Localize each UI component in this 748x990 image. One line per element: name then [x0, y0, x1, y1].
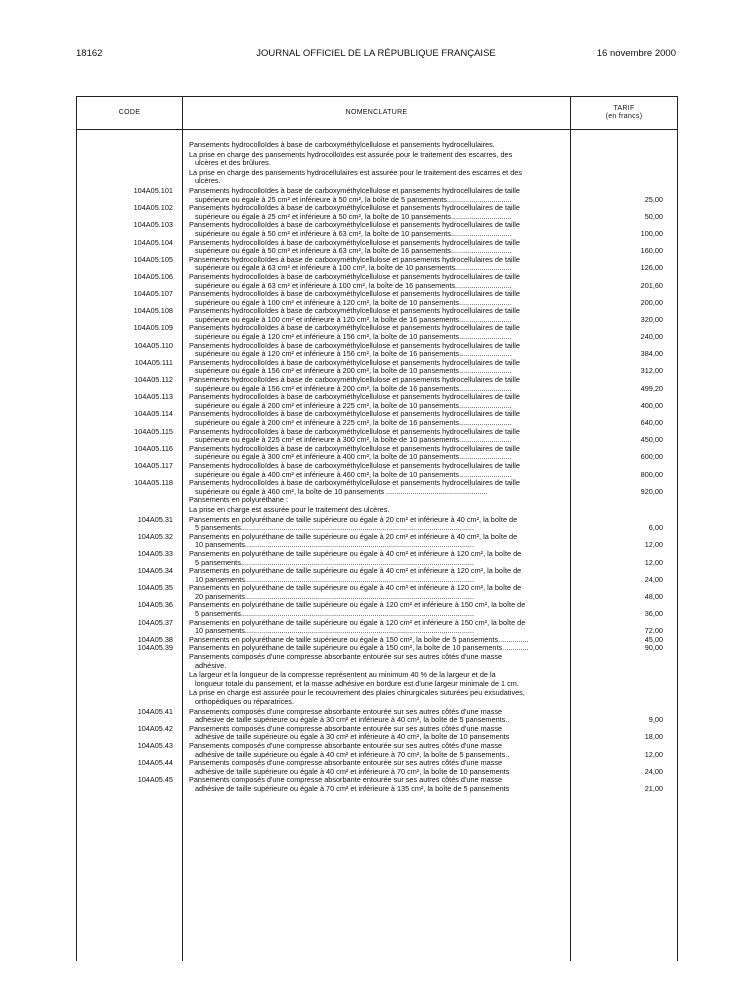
column-header-tarif — [571, 97, 677, 130]
table-row — [77, 273, 677, 290]
row-tarif: 12,00 — [644, 557, 663, 567]
tariff-table — [76, 96, 678, 961]
description-line-continued: 10 pansements................................................................................................................. — [195, 540, 474, 550]
row-tarif: 24,00 — [644, 766, 663, 776]
row-description — [189, 239, 561, 256]
row-tarif: 72,00 — [644, 626, 663, 636]
table-row — [77, 567, 677, 584]
row-code: 104A05.115 — [134, 426, 173, 436]
row-description — [189, 221, 561, 238]
description-line: Pansements en polyuréthane de taille supérieure ou égale à 40 cm² et inférieure à 120 cm², la boîte de — [189, 566, 522, 576]
row-description — [189, 376, 561, 393]
row-description — [189, 550, 561, 567]
table-row — [77, 550, 677, 567]
table-row — [77, 342, 677, 359]
row-tarif: 800,00 — [640, 469, 663, 479]
row-tarif: 240,00 — [640, 332, 663, 342]
description-line: Pansements en polyuréthane de taille supérieure ou égale à 40 cm² et inférieure à 120 cm², la boîte de — [189, 548, 522, 558]
row-description — [189, 410, 561, 427]
description-line: Pansements en polyuréthane de taille supérieure ou égale à 120 cm² et inférieure à 150 cm², la boîte de — [189, 600, 526, 610]
table-body — [77, 141, 677, 794]
row-code: 104A05.111 — [134, 357, 173, 367]
row-code: 104A05.105 — [133, 254, 173, 264]
table-row — [77, 359, 677, 376]
description-line-continued: supérieure ou égale à 100 cm² et inférieure à 120 cm², la boîte de 16 pansements.......................... — [195, 314, 512, 324]
row-code: 104A05.41 — [137, 706, 173, 716]
row-description — [189, 324, 561, 341]
note-text: Pansements composés d'une compresse absorbante entourée sur ses autres côtés d'une masse — [189, 652, 503, 662]
row-code: 104A05.109 — [133, 323, 173, 333]
table-row — [77, 221, 677, 238]
row-tarif: 200,00 — [640, 297, 663, 307]
table-row — [77, 584, 677, 601]
row-tarif: 201,60 — [640, 280, 663, 290]
row-description — [189, 619, 561, 636]
note-text: Pansements en polyuréthane : — [189, 495, 288, 505]
description-line: Pansements hydrocolloïdes à base de carboxyméthylcellulose et pansements hydrocellulaires de taille — [189, 271, 520, 281]
row-code: 104A05.110 — [134, 340, 173, 350]
description-line-continued: supérieure ou égale à 100 cm² et inférieure à 120 cm², la boîte de 10 pansements.......................... — [195, 297, 512, 307]
row-code: 104A05.102 — [133, 203, 173, 213]
row-code: 104A05.118 — [134, 478, 173, 488]
description-line-continued: adhésive de taille supérieure ou égale à 30 cm² et inférieure à 40 cm², la boîte de 5 pansements.. — [195, 715, 510, 725]
row-description — [189, 776, 561, 793]
row-description — [189, 359, 561, 376]
table-row — [77, 725, 677, 742]
description-line-continued: 5 pansements................................................................................................................... — [195, 557, 474, 567]
row-tarif: 450,00 — [640, 435, 663, 445]
row-tarif: 320,00 — [640, 314, 663, 324]
note-text: Pansements hydrocolloïdes à base de carboxyméthylcellulose et pansements hydrocellulaires. — [189, 140, 495, 149]
description-line-continued: adhésive de taille supérieure ou égale à 40 cm² et inférieure à 70 cm², la boîte de 10 pansements — [195, 766, 510, 776]
row-tarif: 499,20 — [640, 383, 663, 393]
table-row — [77, 256, 677, 273]
row-description — [189, 307, 561, 324]
row-tarif: 12,00 — [644, 749, 663, 759]
description-line-continued: supérieure ou égale à 25 cm² et inférieure à 50 cm², la boîte de 5 pansements................................ — [195, 194, 512, 204]
description-line: Pansements composés d'une compresse absorbante entourée sur ses autres côtés d'une masse — [189, 723, 503, 733]
row-code: 104A05.36 — [137, 600, 173, 610]
row-description — [189, 567, 561, 584]
row-tarif: 640,00 — [640, 418, 663, 427]
tarif-header-label: TARIF — [613, 105, 635, 112]
description-line: Pansements composés d'une compresse absorbante entourée sur ses autres côtés d'une masse — [189, 706, 503, 716]
description-line-continued: 5 pansements................................................................................................................... — [195, 609, 474, 619]
description-line: Pansements en polyuréthane de taille supérieure ou égale à 150 cm², la boîte de 10 pansements............. — [189, 643, 529, 653]
row-description — [189, 204, 561, 221]
row-tarif: 312,00 — [640, 366, 663, 376]
row-code: 104A05.112 — [134, 375, 173, 385]
table-row — [77, 187, 677, 204]
row-tarif: 18,00 — [644, 732, 663, 742]
description-line: Pansements hydrocolloïdes à base de carboxyméthylcellulose et pansements hydrocellulaires de taille — [189, 340, 520, 350]
note-text: La largeur et la longueur de la compresse représentent au minimum 40 % de la largeur et de la — [189, 670, 496, 680]
description-line: Pansements hydrocolloïdes à base de carboxyméthylcellulose et pansements hydrocellulaires de taille — [189, 323, 520, 333]
table-row — [77, 307, 677, 324]
description-line: Pansements hydrocolloïdes à base de carboxyméthylcellulose et pansements hydrocellulaires de taille — [189, 443, 520, 453]
description-line-continued: supérieure ou égale à 50 cm² et inférieure à 63 cm², la boîte de 16 pansements.............................. — [195, 246, 512, 256]
row-code: 104A05.39 — [137, 643, 173, 653]
description-line: Pansements composés d'une compresse absorbante entourée sur ses autres côtés d'une masse — [189, 775, 503, 785]
row-code: 104A05.44 — [137, 758, 173, 768]
description-line-continued: adhésive de taille supérieure ou égale à 70 cm² et inférieure à 135 cm², la boîte de 5 pansements — [195, 783, 510, 793]
row-code: 104A05.113 — [134, 392, 173, 402]
row-tarif: 600,00 — [640, 452, 663, 462]
description-line: Pansements hydrocolloïdes à base de carboxyméthylcellulose et pansements hydrocellulaires de taille — [189, 254, 520, 264]
table-row — [77, 239, 677, 256]
row-code: 104A05.106 — [133, 271, 173, 281]
description-line: Pansements en polyuréthane de taille supérieure ou égale à 150 cm², la boîte de 5 pansements............... — [189, 634, 529, 644]
row-description — [189, 462, 561, 479]
description-line: Pansements hydrocolloïdes à base de carboxyméthylcellulose et pansements hydrocellulaires de taille — [189, 306, 520, 316]
row-tarif: 9,00 — [648, 715, 663, 725]
row-description — [189, 290, 561, 307]
description-line-continued: 20 pansements................................................................................................................. — [195, 591, 474, 601]
description-line: Pansements hydrocolloïdes à base de carboxyméthylcellulose et pansements hydrocellulaires de taille — [189, 478, 520, 488]
table-row — [77, 776, 677, 793]
description-line-continued: supérieure ou égale à 200 cm² et inférieure à 225 cm², la boîte de 10 pansements.......................... — [195, 400, 512, 410]
row-description — [189, 393, 561, 410]
table-row — [77, 516, 677, 533]
row-tarif: 920,00 — [640, 486, 663, 496]
row-code: 104A05.37 — [137, 617, 173, 627]
section-note — [189, 671, 561, 689]
description-line-continued: supérieure ou égale à 156 cm² et inférieure à 200 cm², la boîte de 16 pansements.......................... — [195, 383, 512, 393]
description-line-continued: 10 pansements................................................................................................................. — [195, 626, 474, 636]
row-description — [189, 601, 561, 618]
description-line: Pansements hydrocolloïdes à base de carboxyméthylcellulose et pansements hydrocellulaires de taille — [189, 460, 520, 470]
publication-date: 16 novembre 2000 — [596, 48, 676, 59]
table-row — [77, 376, 677, 393]
row-code: 104A05.43 — [137, 740, 173, 750]
page-header — [76, 48, 676, 62]
row-tarif: 24,00 — [644, 574, 663, 584]
description-line: Pansements en polyuréthane de taille supérieure ou égale à 40 cm² et inférieure à 120 cm², la boîte de — [189, 583, 522, 593]
row-tarif: 50,00 — [644, 211, 663, 221]
description-line-continued: supérieure ou égale à 120 cm² et inférieure à 156 cm², la boîte de 10 pansements.......................... — [195, 332, 512, 342]
table-row — [77, 428, 677, 445]
row-description — [189, 533, 561, 550]
row-description — [189, 445, 561, 462]
note-text-continued: adhésive. — [195, 660, 227, 670]
row-tarif: 90,00 — [644, 643, 663, 653]
column-header-nomenclature: NOMENCLATURE — [183, 97, 570, 130]
description-line-continued: supérieure ou égale à 50 cm² et inférieure à 63 cm², la boîte de 10 pansements.............................. — [195, 228, 512, 238]
table-row — [77, 644, 677, 653]
row-code: 104A05.32 — [137, 531, 173, 541]
description-line: Pansements hydrocolloïdes à base de carboxyméthylcellulose et pansements hydrocellulaires de taille — [189, 185, 520, 195]
row-code: 104A05.108 — [133, 306, 173, 316]
table-row — [77, 759, 677, 776]
table-row — [77, 601, 677, 618]
table-row — [77, 533, 677, 550]
table-row — [77, 479, 677, 496]
description-line-continued: adhésive de taille supérieure ou égale à 40 cm² et inférieure à 70 cm², la boîte de 5 pansements.. — [195, 749, 510, 759]
description-line-continued: supérieure ou égale à 460 cm², la boîte de 10 pansements .................................................. — [195, 486, 488, 496]
tarif-header-unit: (en francs) — [605, 113, 643, 120]
description-line-continued: 10 pansements................................................................................................................. — [195, 574, 474, 584]
row-code: 104A05.101 — [133, 185, 173, 195]
description-line: Pansements en polyuréthane de taille supérieure ou égale à 120 cm² et inférieure à 150 cm², la boîte de — [189, 617, 526, 627]
description-line-continued: 5 pansements................................................................................................................... — [195, 523, 474, 533]
row-description — [189, 725, 561, 742]
row-tarif: 400,00 — [640, 400, 663, 410]
row-tarif: 384,00 — [640, 349, 663, 359]
row-tarif: 48,00 — [644, 591, 663, 601]
row-code: 104A05.116 — [134, 443, 173, 453]
description-line-continued: supérieure ou égale à 63 cm² et inférieure à 100 cm², la boîte de 16 pansements............................ — [195, 280, 512, 290]
row-code: 104A05.35 — [137, 583, 173, 593]
table-row — [77, 619, 677, 636]
row-tarif: 36,00 — [644, 609, 663, 619]
row-tarif: 21,00 — [644, 783, 663, 793]
table-row — [77, 708, 677, 725]
section-note — [189, 151, 561, 169]
row-code: 104A05.38 — [137, 634, 173, 644]
table-row — [77, 393, 677, 410]
row-description — [189, 759, 561, 776]
description-line-continued: adhésive de taille supérieure ou égale à 30 cm² et inférieure à 40 cm², la boîte de 10 pansements — [195, 732, 510, 742]
description-line: Pansements hydrocolloïdes à base de carboxyméthylcellulose et pansements hydrocellulaires de taille — [189, 237, 520, 247]
table-row — [77, 204, 677, 221]
description-line: Pansements composés d'une compresse absorbante entourée sur ses autres côtés d'une masse — [189, 740, 503, 750]
table-row — [77, 445, 677, 462]
row-tarif: 6,00 — [648, 523, 663, 533]
note-text: La prise en charge des pansements hydrocellulaires est assurée pour le traitement des escarres et des — [189, 167, 522, 177]
description-line: Pansements hydrocolloïdes à base de carboxyméthylcellulose et pansements hydrocellulaires de taille — [189, 392, 520, 402]
description-line-continued: supérieure ou égale à 300 cm² et inférieure à 400 cm², la boîte de 10 pansements.......................... — [195, 452, 512, 462]
note-text: La prise en charge des pansements hydrocolloïdes est assurée pour le traitement des escarres, des — [189, 149, 513, 159]
description-line: Pansements hydrocolloïdes à base de carboxyméthylcellulose et pansements hydrocellulaires de taille — [189, 220, 520, 230]
row-description — [189, 256, 561, 273]
row-code: 104A05.45 — [137, 775, 173, 785]
section-note — [189, 653, 561, 671]
row-tarif: 45,00 — [644, 634, 663, 644]
row-description — [189, 187, 561, 204]
row-tarif: 160,00 — [640, 246, 663, 256]
description-line-continued: supérieure ou égale à 200 cm² et inférieure à 225 cm², la boîte de 16 pansements.......................... — [195, 418, 512, 427]
description-line: Pansements hydrocolloïdes à base de carboxyméthylcellulose et pansements hydrocellulaires de taille — [189, 375, 520, 385]
table-row — [77, 410, 677, 427]
page-number: 18162 — [76, 48, 103, 59]
description-line: Pansements hydrocolloïdes à base de carboxyméthylcellulose et pansements hydrocellulaires de taille — [189, 426, 520, 436]
description-line: Pansements hydrocolloïdes à base de carboxyméthylcellulose et pansements hydrocellulaires de taille — [189, 203, 520, 213]
table-row — [77, 324, 677, 341]
row-description — [189, 273, 561, 290]
description-line: Pansements hydrocolloïdes à base de carboxyméthylcellulose et pansements hydrocellulaires de taille — [189, 289, 520, 299]
note-text: La prise en charge est assurée pour le recouvrement des plaies chirurgicales suturées peu exsudatives, — [189, 688, 525, 698]
row-description — [189, 342, 561, 359]
description-line-continued: supérieure ou égale à 225 cm² et inférieure à 300 cm², la boîte de 10 pansements.......................... — [195, 435, 512, 445]
description-line: Pansements composés d'une compresse absorbante entourée sur ses autres côtés d'une masse — [189, 758, 503, 768]
row-description — [189, 742, 561, 759]
row-tarif: 126,00 — [640, 263, 663, 273]
row-description — [189, 428, 561, 445]
row-tarif: 12,00 — [644, 540, 663, 550]
note-text-continued: longueur totale du pansement, et la masse adhésive en bordure est d'une largeur minimale de 1 cm. — [195, 678, 519, 688]
row-code: 104A05.107 — [133, 289, 173, 299]
row-description — [189, 644, 561, 653]
row-description — [189, 708, 561, 725]
section-note — [189, 169, 561, 187]
note-text-continued: ulcères et des brûlures. — [195, 158, 271, 168]
row-code: 104A05.31 — [137, 514, 173, 524]
description-line: Pansements en polyuréthane de taille supérieure ou égale à 20 cm² et inférieure à 40 cm², la boîte de — [189, 531, 518, 541]
description-line-continued: supérieure ou égale à 120 cm² et inférieure à 156 cm², la boîte de 16 pansements.......................... — [195, 349, 512, 359]
description-line: Pansements hydrocolloïdes à base de carboxyméthylcellulose et pansements hydrocellulaires de taille — [189, 357, 520, 367]
description-line-continued: supérieure ou égale à 63 cm² et inférieure à 100 cm², la boîte de 10 pansements............................ — [195, 263, 512, 273]
row-code: 104A05.42 — [137, 723, 173, 733]
row-code: 104A05.103 — [133, 220, 173, 230]
note-text-continued: orthopédiques ou réparatrices. — [195, 697, 294, 706]
row-description — [189, 584, 561, 601]
row-code: 104A05.34 — [137, 566, 173, 576]
note-text: La prise en charge est assurée pour le traitement des ulcères. — [189, 504, 390, 514]
table-row — [77, 290, 677, 307]
row-description — [189, 516, 561, 533]
column-header-code: CODE — [77, 97, 182, 130]
table-row — [77, 742, 677, 759]
table-row — [77, 462, 677, 479]
description-line: Pansements hydrocolloïdes à base de carboxyméthylcellulose et pansements hydrocellulaires de taille — [189, 409, 520, 419]
journal-title: JOURNAL OFFICIEL DE LA RÉPUBLIQUE FRANÇAISE — [256, 48, 496, 59]
description-line-continued: supérieure ou égale à 25 cm² et inférieure à 50 cm², la boîte de 10 pansements.............................. — [195, 211, 512, 221]
note-text-continued: ulcères. — [195, 176, 221, 186]
row-code: 104A05.104 — [133, 237, 173, 247]
row-code: 104A05.114 — [134, 409, 173, 419]
description-line-continued: supérieure ou égale à 400 cm² et inférieure à 460 cm², la boîte de 10 pansements.......................... — [195, 469, 512, 479]
row-code: 104A05.33 — [137, 548, 173, 558]
row-code: 104A05.117 — [134, 460, 173, 470]
section-note — [189, 689, 561, 707]
row-tarif: 100,00 — [640, 228, 663, 238]
row-description — [189, 479, 561, 496]
description-line: Pansements en polyuréthane de taille supérieure ou égale à 20 cm² et inférieure à 40 cm², la boîte de — [189, 514, 518, 524]
row-tarif: 25,00 — [644, 194, 663, 204]
description-line-continued: supérieure ou égale à 156 cm² et inférieure à 200 cm², la boîte de 10 pansements.......................... — [195, 366, 512, 376]
